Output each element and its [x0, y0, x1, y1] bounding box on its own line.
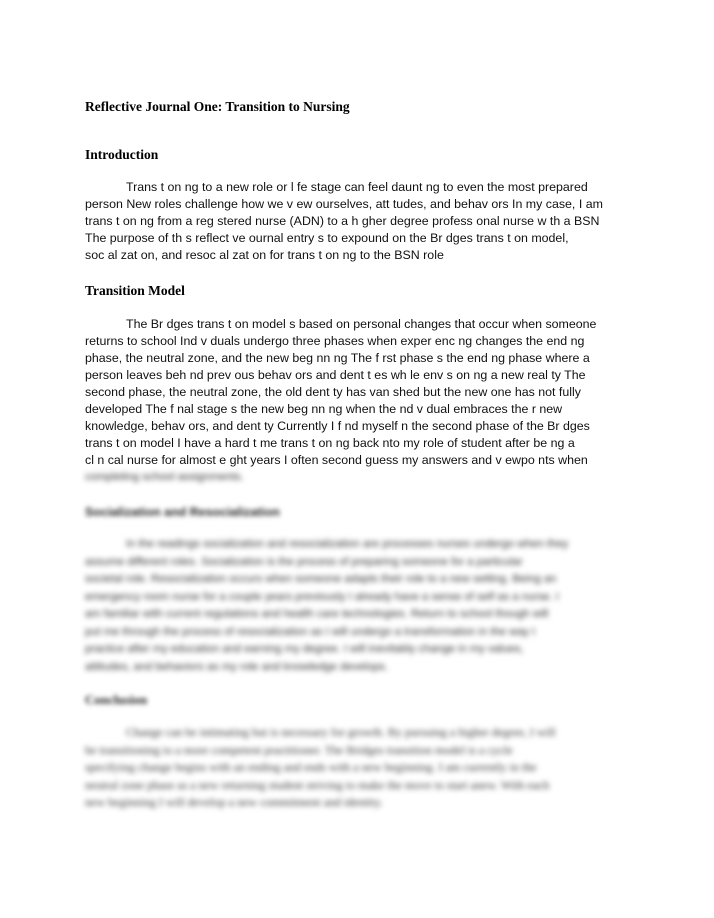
paragraph-line: Trans t on ng to a new role or l fe stage can feel daunt ng to even the most prepared — [126, 180, 588, 194]
paragraph-line: The Br dges trans t on model s based on personal changes that occur when someone — [126, 317, 597, 331]
blurred-paragraph-line — [85, 469, 630, 487]
conclusion-paragraph — [85, 724, 630, 812]
introduction-paragraph — [85, 179, 630, 264]
paragraph-line: second phase, the neutral zone, the old dent ty has van shed but the new one has not fully — [85, 385, 581, 399]
section-heading-introduction: Introduction — [85, 147, 159, 162]
document-title: Reflective Journal One: Transition to Nursing — [85, 99, 350, 114]
section-heading-transition-model: Transition Model — [85, 283, 185, 298]
paragraph-line: practice after my education and earning my degree. I will inevitably change in my values, — [85, 643, 524, 655]
transition-model-paragraph — [85, 316, 630, 469]
paragraph-line: put me through the process of resocialization as I will undergo a transformation in the way I — [85, 625, 536, 638]
section-heading-socialization: Socialization and Resocialization — [85, 505, 280, 519]
paragraph-line: knowledge, behav ors, and dent ty Currently I f nd myself n the second phase of the Br dges — [85, 419, 590, 433]
paragraph-line: The purpose of th s reflect ve ournal entry s to expound on the Br dges trans t on model, — [85, 231, 569, 245]
paragraph-line: am familiar with current regulations and health care technologies. Return to school though will — [85, 608, 549, 620]
section-heading-conclusion: Conclusion — [85, 692, 148, 707]
paragraph-line: developed The f nal stage s the new beg nn ng when the nd v dual embraces the r new — [85, 402, 563, 416]
paragraph-line: trans t on model I have a hard t me trans t on ng back nto my role of student after be ng a — [85, 436, 575, 450]
paragraph-line: be transitioning to a more competent practitioner. The Bridges transition model is a cycle — [85, 742, 513, 757]
paragraph-line: returns to school Ind v duals undergo three phases when exper enc ng changes the end ng — [85, 334, 585, 348]
paragraph-line: specifying change begins with an ending and ends with a new beginning. I am currently in the — [85, 760, 537, 774]
paragraph-line: societal role. Resocialization occurs when someone adapts their role to a new setting. Being an — [85, 573, 557, 585]
paragraph-line: completing school assignments. — [85, 471, 244, 483]
paragraph-line: Change can be intimating but is necessary for growth. By pursuing a higher degree, I will — [126, 725, 556, 739]
paragraph-line: person New roles challenge how we v ew ourselves, att tudes, and behav ors In my case, I am — [85, 197, 603, 211]
paragraph-line: In the readings socialization and resocialization are processes nurses undergo when they — [126, 538, 569, 550]
paragraph-line: attitudes, and behaviors as my role and knowledge develops. — [85, 660, 388, 673]
paragraph-line: phase, the neutral zone, and the new beg nn ng The f rst phase s the end ng phase where a — [85, 351, 590, 365]
paragraph-line: neutral zone phase as a new returning student striving to make the move to start anew. With each — [85, 777, 550, 792]
paragraph-line: cl n cal nurse for almost e ght years I often second guess my answers and v ewpo nts when — [85, 453, 588, 467]
paragraph-line: person leaves beh nd prev ous behav ors and dent t es wh le env s on ng a new real ty The — [85, 368, 586, 382]
paragraph-line: trans t on ng from a reg stered nurse (ADN) to a h gher degree profess onal nurse w th a BSN — [85, 214, 600, 228]
paragraph-line: emergency room nurse for a couple years previously I already have a sense of self as a nurse. I — [85, 590, 559, 603]
paragraph-line: new beginning I will develop a new commitment and identity. — [85, 795, 383, 809]
paragraph-line: soc al zat on, and resoc al zat on for trans t on ng to the BSN role — [85, 248, 444, 262]
socialization-paragraph — [85, 536, 630, 676]
paragraph-line: assume different roles. Socialization is the process of preparing someone for a particular — [85, 555, 523, 568]
